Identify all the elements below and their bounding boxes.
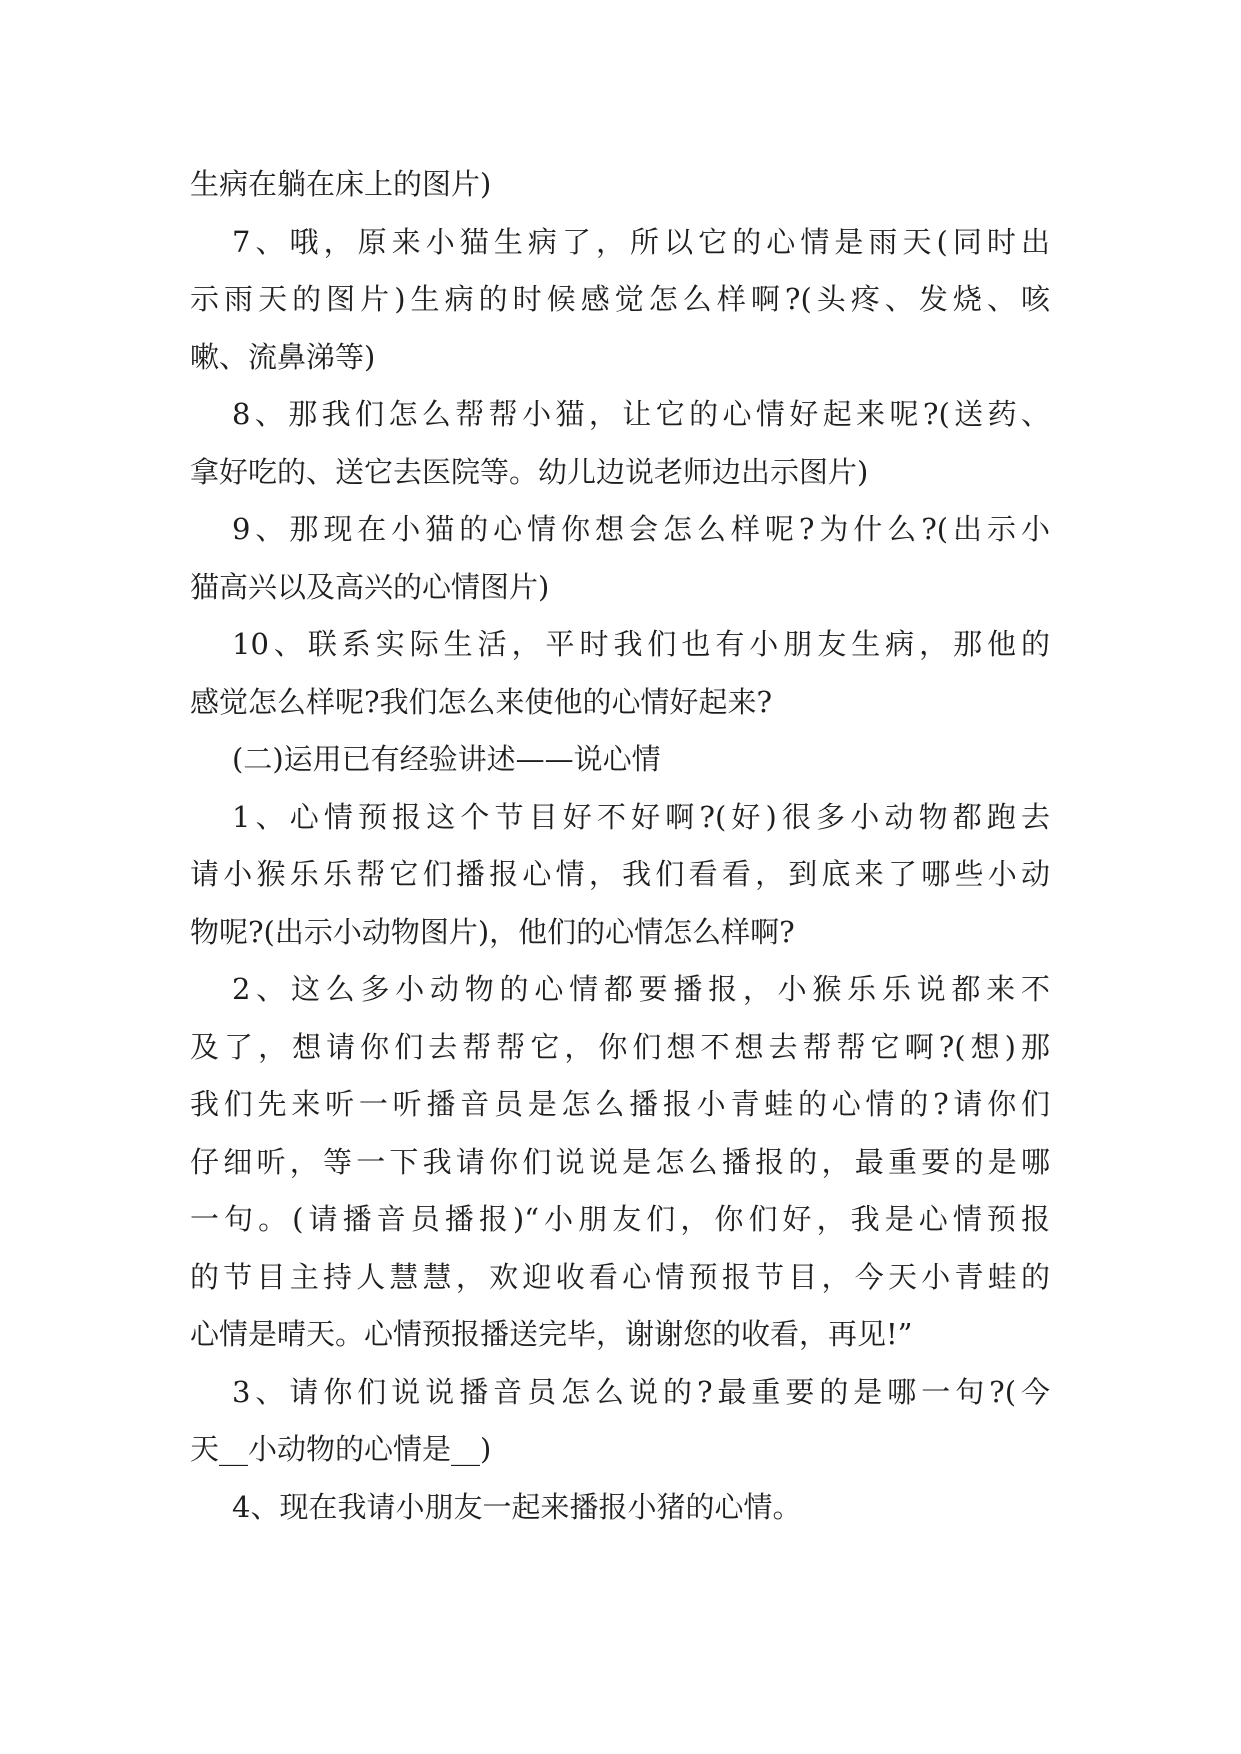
text-line: (二)运用已有经验讲述——说心情 xyxy=(232,742,661,776)
text-line: 2、这么多小动物的心情都要播报，小猴乐乐说都来不 xyxy=(232,972,1050,1006)
text-line: 8、那我们怎么帮帮小猫，让它的心情好起来呢?(送药、 xyxy=(232,397,1050,431)
text-line: 请小猴乐乐帮它们播报心情，我们看看，到底来了哪些小动 xyxy=(190,857,1050,891)
text-line: 示雨天的图片)生病的时候感觉怎么样啊?(头疼、发烧、咳 xyxy=(190,282,1050,316)
text-line: 3、请你们说说播音员怎么说的?最重要的是哪一句?(今 xyxy=(232,1374,1050,1409)
paragraph xyxy=(190,789,1050,962)
text-line: 一句。(请播音员播报)“小朋友们，你们好，我是心情预报 xyxy=(190,1202,1050,1236)
text-line: 10、联系实际生活，平时我们也有小朋友生病，那他的 xyxy=(232,627,1050,661)
text-line: 的节目主持人慧慧，欢迎收看心情预报节目，今天小青蛙的 xyxy=(190,1259,1050,1294)
paragraph xyxy=(190,156,1050,214)
text-line: 我们先来听一听播音员是怎么播报小青蛙的心情的?请你们 xyxy=(190,1087,1050,1121)
paragraph xyxy=(190,214,1050,387)
text-line: 心情是晴天。心情预报播送完毕，谢谢您的收看，再见!” xyxy=(190,1317,913,1351)
text-line: 9、那现在小猫的心情你想会怎么样呢?为什么?(出示小 xyxy=(232,512,1050,546)
text-line: 猫高兴以及高兴的心情图片) xyxy=(190,569,550,604)
text-line: 物呢?(出示小动物图片)，他们的心情怎么样啊? xyxy=(190,914,795,949)
paragraph xyxy=(190,1364,1050,1479)
paragraph xyxy=(190,1479,1050,1537)
body-text xyxy=(190,156,1050,1536)
paragraph xyxy=(190,386,1050,501)
paragraph xyxy=(190,961,1050,1364)
text-line: 及了，想请你们去帮帮它，你们想不想去帮帮它啊?(想)那 xyxy=(190,1029,1050,1064)
text-line: 1、心情预报这个节目好不好啊?(好)很多小动物都跑去 xyxy=(232,799,1050,834)
text-line: 仔细听，等一下我请你们说说是怎么播报的，最重要的是哪 xyxy=(190,1144,1050,1179)
text-line: 感觉怎么样呢?我们怎么来使他的心情好起来? xyxy=(190,684,773,719)
text-line: 嗽、流鼻涕等) xyxy=(190,339,376,374)
text-line: 4、现在我请小朋友一起来播报小猪的心情。 xyxy=(232,1489,802,1524)
text-line: 天__小动物的心情是__) xyxy=(190,1432,492,1466)
text-line: 生病在躺在床上的图片) xyxy=(190,167,492,201)
text-line: 拿好吃的、送它去医院等。幼儿边说老师边出示图片) xyxy=(190,454,869,489)
section-heading xyxy=(190,731,1050,789)
paragraph xyxy=(190,501,1050,616)
text-line: 7、哦，原来小猫生病了，所以它的心情是雨天(同时出 xyxy=(232,224,1050,259)
paragraph xyxy=(190,616,1050,731)
